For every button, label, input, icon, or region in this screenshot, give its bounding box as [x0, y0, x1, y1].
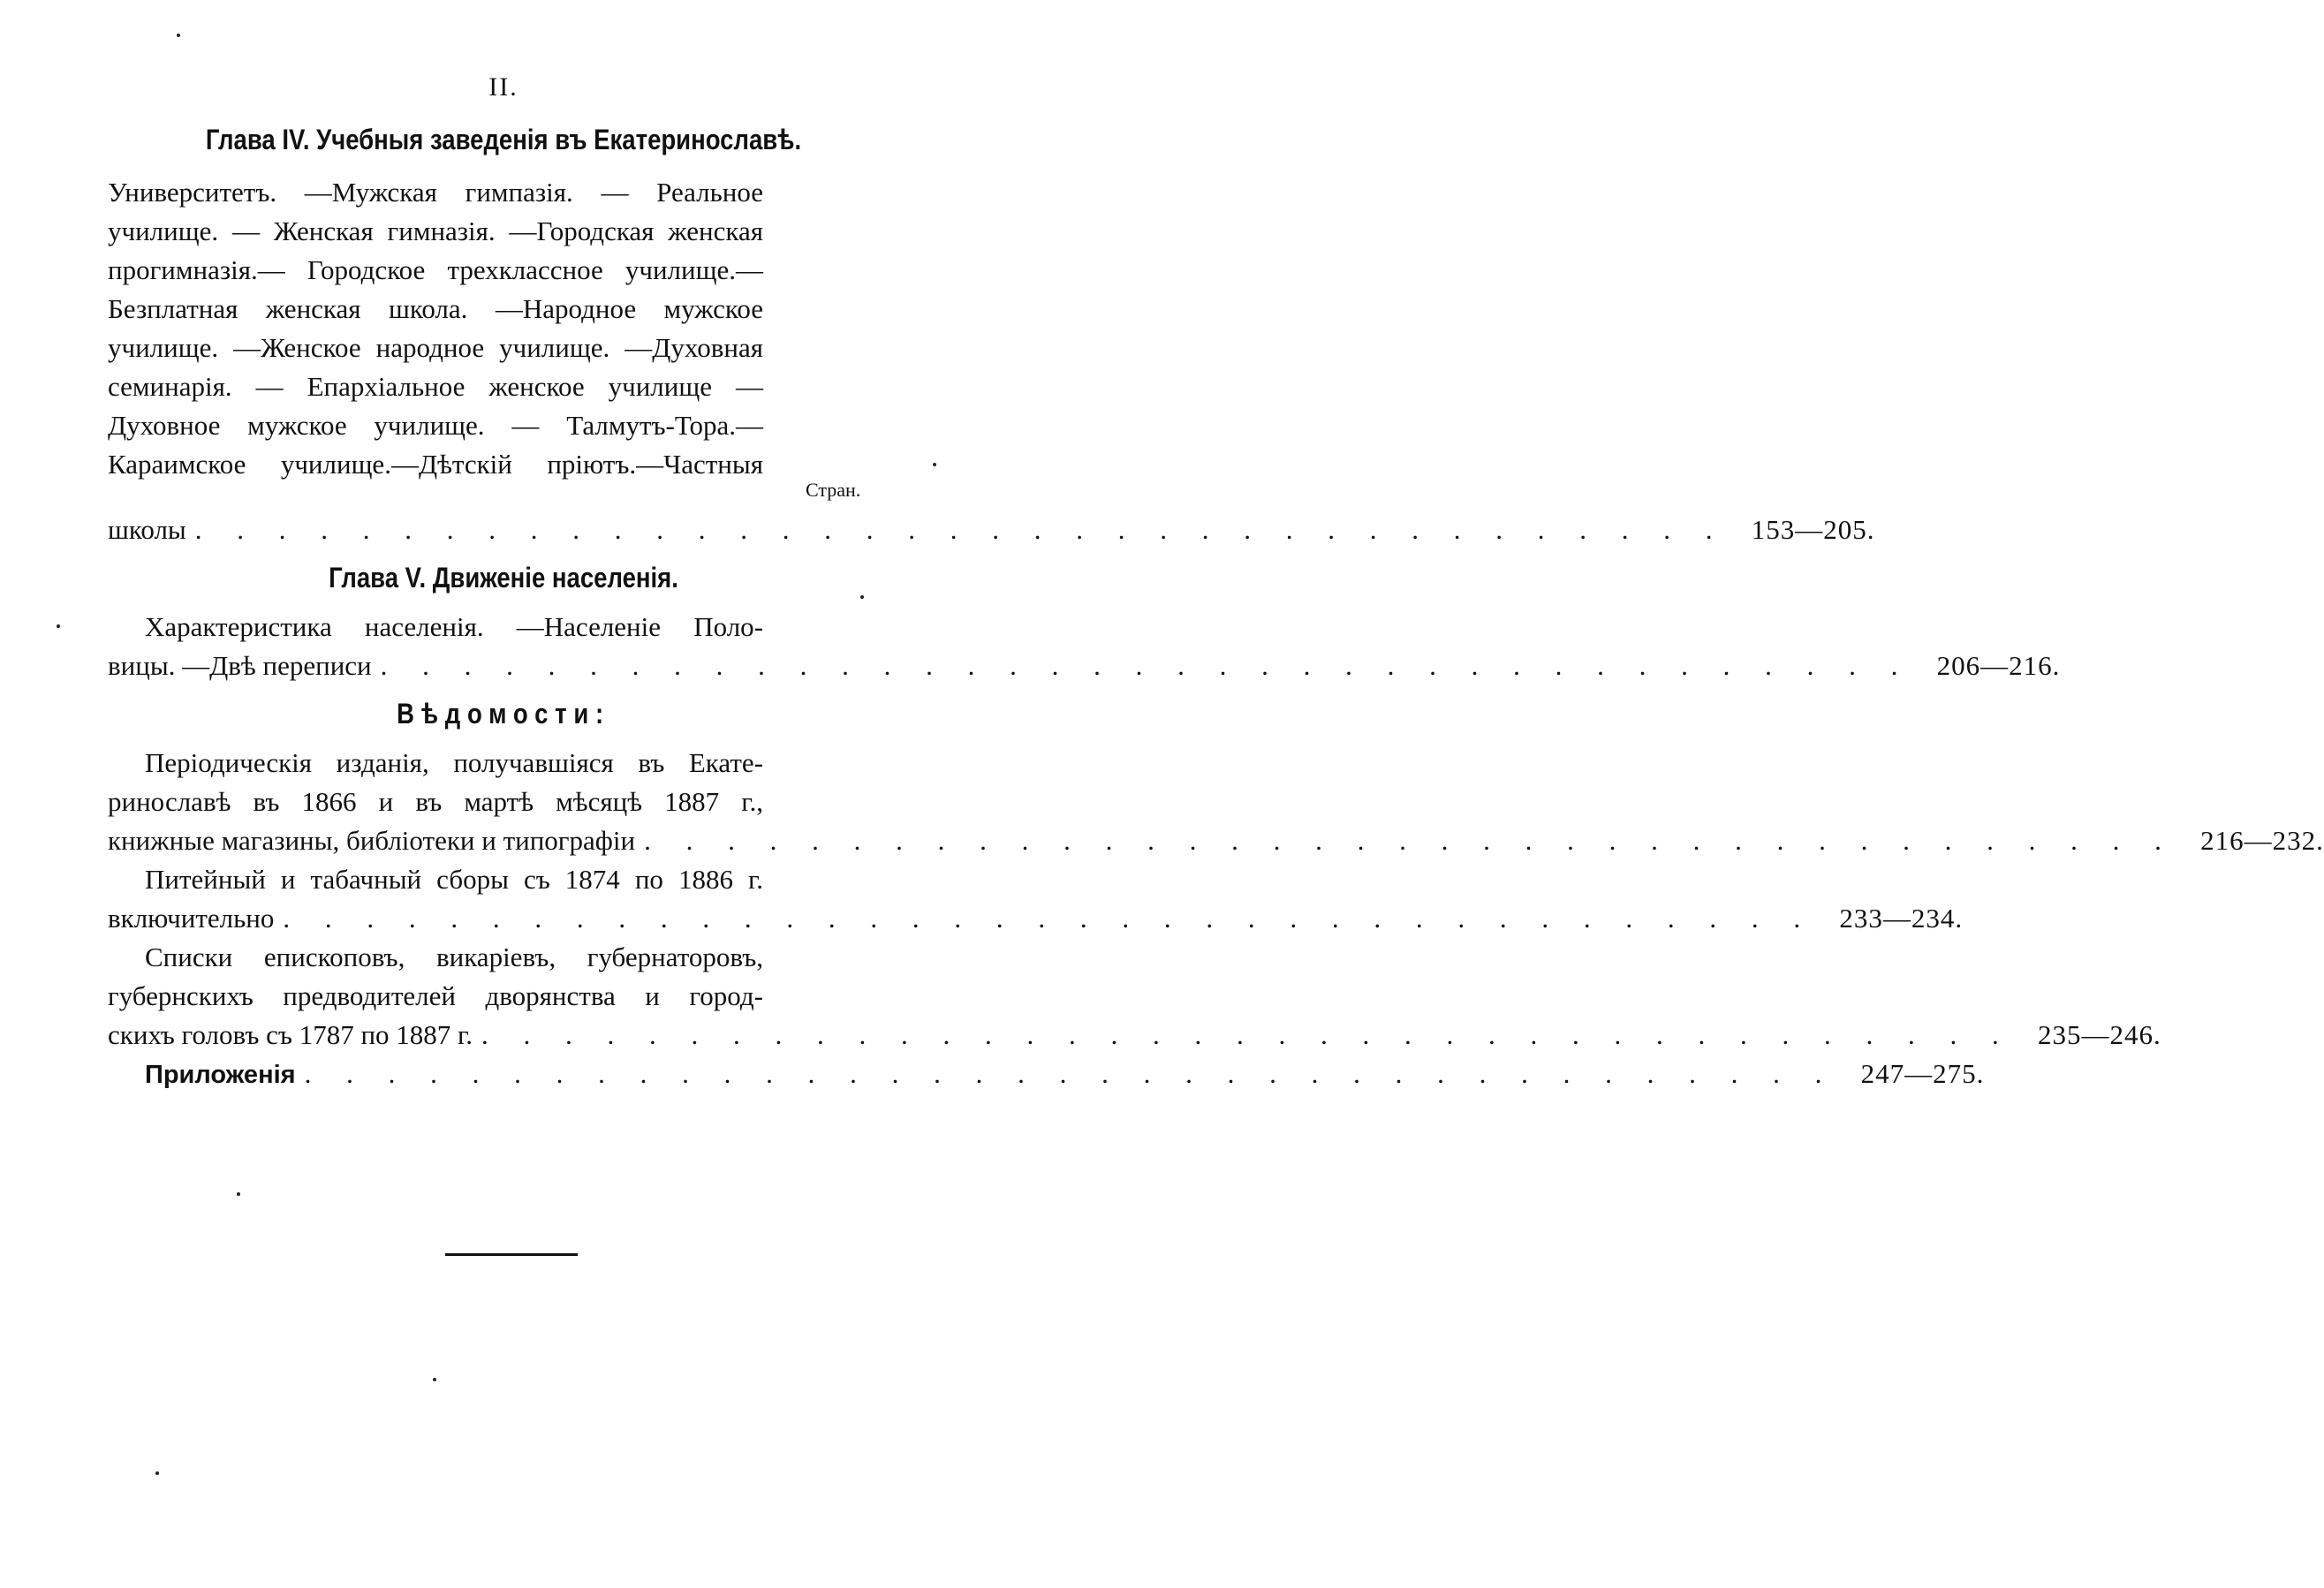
vedomosti-item-3-line: губернскихъ предводителей дворянства и город-	[108, 980, 763, 1011]
leader-dots: . . . . . . . . . . . . . . . . . . . . . . . . . . . . . . . . . . . . .	[644, 825, 2176, 856]
leader-dots: . . . . . . . . . . . . . . . . . . . . . . . . . . . . . . . . . . . . .	[380, 650, 1912, 681]
toc-entry-appendix	[145, 1058, 1985, 1091]
leader-dots: . . . . . . . . . . . . . . . . . . . . . . . . . . . . . . . . . . . . .	[304, 1058, 1836, 1089]
toc-entry-chapter-4	[108, 514, 1875, 546]
toc-entry-chapter-5	[108, 650, 2061, 682]
chapter-5-heading: Глава V. Движеніе населенія.	[329, 562, 678, 594]
page-range: 216—232.	[2200, 825, 2324, 856]
chapter-4-line: семинарія. — Епархіальное женское училище —	[108, 371, 763, 402]
toc-entry-label: книжные магазины, библіотеки и типографіи	[108, 825, 636, 856]
leader-dots: . . . . . . . . . . . . . . . . . . . . . . . . . . . . . . . . . . . . .	[481, 1019, 2013, 1050]
closing-rule	[445, 1253, 578, 1256]
chapter-5-line: Характеристика населенія. —Населеніе Поло-	[145, 611, 763, 642]
page-number: II.	[488, 72, 519, 102]
scan-speck	[57, 624, 60, 628]
chapter-4-line: прогимназія.— Городское трехклассное училище.—	[108, 254, 763, 285]
toc-entry-vedomosti-1	[108, 825, 2324, 857]
scan-speck	[933, 463, 936, 466]
scan-speck	[155, 1471, 159, 1475]
chapter-4-line: училище. — Женская гимназія. —Городская женская	[108, 216, 763, 246]
chapter-4-line: Караимское училище.—Дѣтскій пріютъ.—Частныя	[108, 449, 763, 480]
leader-dots: . . . . . . . . . . . . . . . . . . . . . . . . . . . . . . . . . . . . .	[194, 514, 1727, 545]
toc-entry-vedomosti-3	[108, 1019, 2161, 1051]
vedomosti-heading: Вѣдомости:	[397, 698, 610, 730]
toc-entry-vedomosti-2	[108, 903, 1964, 934]
chapter-4-heading: Глава IV. Учебныя заведенія въ Екатеринославѣ.	[205, 124, 802, 155]
scan-speck	[860, 595, 864, 599]
page-range: 247—275.	[1860, 1058, 1985, 1089]
scan-speck	[237, 1192, 240, 1196]
page-range: 233—234.	[1839, 903, 1964, 934]
chapter-4-line: Безплатная женская школа. —Народное мужское	[108, 293, 763, 324]
vedomosti-item-1-line: Періодическія изданія, получавшіяся въ Екате-	[145, 747, 763, 778]
toc-entry-label: Приложенія	[145, 1061, 296, 1089]
stran-label: Стран.	[806, 479, 861, 501]
vedomosti-item-2-line: Питейный и табачный сборы съ 1874 по 1886 г.	[145, 864, 763, 895]
chapter-4-line: училище. —Женское народное училище. —Духовная	[108, 332, 763, 363]
chapter-4-line: Университетъ. —Мужская гимпазія. — Реальное	[108, 177, 763, 208]
toc-entry-label: включительно	[108, 903, 275, 934]
toc-entry-label: скихъ головъ съ 1787 по 1887 г.	[108, 1019, 473, 1050]
scan-speck	[433, 1378, 436, 1381]
vedomosti-item-3-line: Списки епископовъ, викаріевъ, губернаторовъ,	[145, 941, 763, 972]
scan-speck	[177, 34, 180, 37]
toc-entry-label: школы	[108, 514, 186, 545]
page-range: 206—216.	[1936, 650, 2061, 681]
leader-dots: . . . . . . . . . . . . . . . . . . . . . . . . . . . . . . . . . . . . .	[283, 903, 1815, 934]
page-range: 235—246.	[2038, 1019, 2161, 1050]
vedomosti-item-1-line: ринославѣ въ 1866 и въ мартѣ мѣсяцѣ 1887 г.,	[108, 786, 763, 817]
chapter-4-line: Духовное мужское училище. — Талмутъ-Тора.—	[108, 410, 763, 441]
toc-entry-label: вицы. —Двѣ переписи	[108, 650, 372, 681]
page-range: 153—205.	[1751, 514, 1875, 545]
